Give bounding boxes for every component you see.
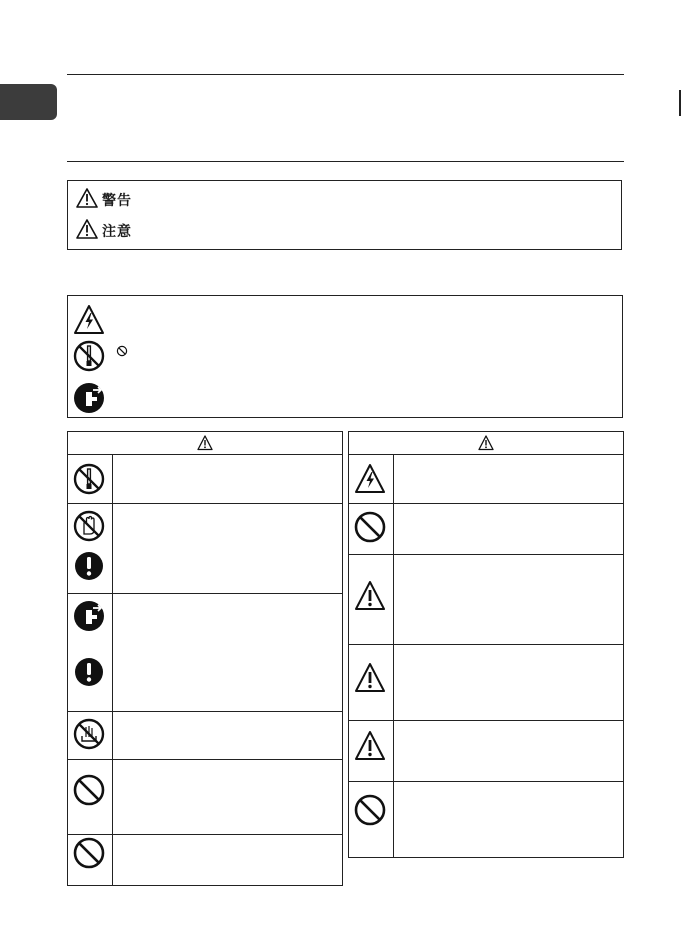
row-divider <box>349 720 623 721</box>
caution-triangle-icon <box>354 580 386 612</box>
signal-word-box <box>67 180 622 250</box>
unplug-icon <box>73 382 105 414</box>
prohibition-icon <box>73 774 105 806</box>
no-water-icon <box>73 718 105 750</box>
unplug-icon <box>73 600 105 632</box>
electric-shock-warning-icon <box>73 304 105 336</box>
section-tab-marker <box>0 84 57 120</box>
row-divider <box>349 554 623 555</box>
warning-label: 警告 <box>102 193 132 209</box>
caution-table-header <box>349 432 623 455</box>
caution-triangle-icon <box>354 662 386 694</box>
caution-table <box>348 431 624 858</box>
row-divider <box>68 593 342 594</box>
caution-label: 注意 <box>102 224 132 240</box>
small-prohibition-icon <box>116 342 128 354</box>
warning-triangle-icon <box>76 188 98 212</box>
caution-triangle-icon <box>478 435 494 451</box>
no-touch-icon <box>73 510 105 542</box>
bottom-rule <box>67 161 624 162</box>
symbol-legend-box <box>67 295 623 418</box>
prohibition-icon <box>354 511 386 543</box>
mandatory-action-icon <box>73 656 105 688</box>
no-disassembly-icon <box>73 463 105 495</box>
row-divider <box>349 781 623 782</box>
no-disassembly-icon <box>73 340 105 372</box>
warning-table <box>67 431 343 886</box>
warning-table-header <box>68 432 342 455</box>
row-divider <box>68 834 342 835</box>
row-divider <box>68 711 342 712</box>
row-divider <box>68 759 342 760</box>
row-divider <box>68 503 342 504</box>
row-divider <box>349 644 623 645</box>
row-divider <box>349 503 623 504</box>
caution-triangle-icon <box>76 219 98 243</box>
caution-triangle-icon <box>354 730 386 762</box>
mandatory-action-icon <box>73 550 105 582</box>
prohibition-icon <box>73 837 105 869</box>
warning-row <box>76 189 132 211</box>
electric-shock-warning-icon <box>354 463 386 495</box>
warning-triangle-icon <box>197 435 213 451</box>
top-rule <box>67 74 624 75</box>
caution-row <box>76 220 132 242</box>
prohibition-icon <box>354 794 386 826</box>
